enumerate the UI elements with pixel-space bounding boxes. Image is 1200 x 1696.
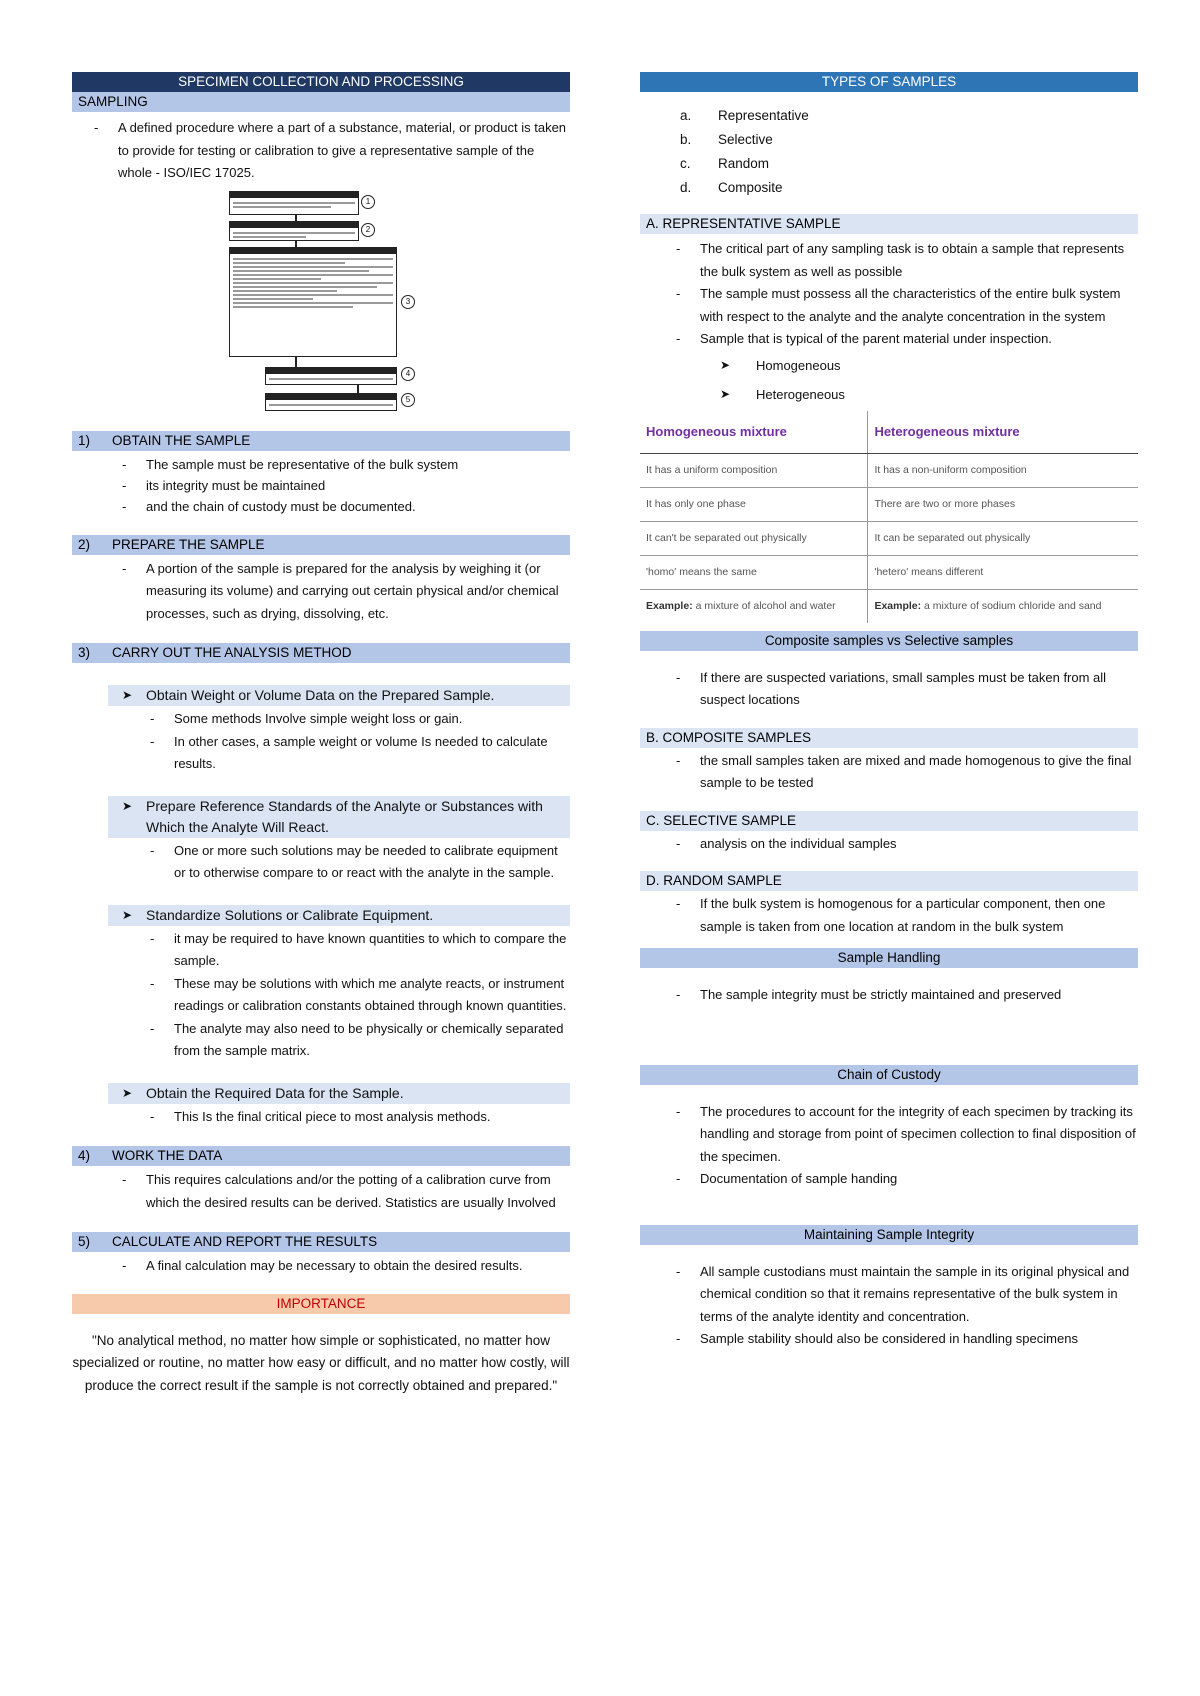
analysis-point: - it may be required to have known quantities to which to compare the sample. — [174, 928, 570, 973]
rep-point: - Sample that is typical of the parent material under inspection. — [700, 328, 1138, 351]
arrow-bullet-icon: ➤ — [121, 1085, 133, 1100]
step-2-header: 2) PREPARE THE SAMPLE — [72, 535, 570, 555]
sample-handling-points — [700, 984, 1138, 1007]
rep-kind: ➤ Homogeneous — [720, 351, 1138, 380]
composite-vs-selective-points — [700, 667, 1138, 712]
step-point: - This requires calculations and/or the potting of a calibration curve from which the desired results can be derived. Statistics are usually Involved — [146, 1169, 570, 1214]
composite-points — [700, 750, 1138, 795]
random-points — [700, 893, 1138, 938]
importance-header: IMPORTANCE — [72, 1294, 570, 1314]
flow-step-number: 3 — [401, 295, 415, 309]
flow-box-analysis — [229, 247, 397, 357]
rep-kind: ➤ Heterogeneous — [720, 380, 1138, 409]
step-2-points — [146, 558, 570, 626]
integrity-point: - Sample stability should also be considered in handling specimens — [700, 1328, 1138, 1351]
custody-point: - The procedures to account for the integrity of each specimen by tracking its handling and storage from point of specimen collection to final disposition of the specimen. — [700, 1101, 1138, 1169]
step-point: - The sample must be representative of the bulk system — [146, 454, 570, 475]
rep-point: - The critical part of any sampling task is to obtain a sample that represents the bulk system as well as possible — [700, 238, 1138, 283]
flow-box-report — [265, 393, 397, 411]
analysis-standards-points — [174, 840, 570, 885]
step-3-header: 3) CARRY OUT THE ANALYSIS METHOD — [72, 643, 570, 663]
type-item: a. Representative — [680, 108, 809, 123]
type-item: c. Random — [680, 156, 770, 171]
analysis-point: - These may be solutions with which me analyte reacts, or instrument readings or calibration constants obtained through known quantities. — [174, 973, 570, 1018]
representative-kinds — [720, 351, 1138, 409]
right-column — [640, 72, 1138, 1351]
analysis-weight-points — [174, 708, 570, 776]
chain-of-custody-points — [700, 1101, 1138, 1191]
document-title: SPECIMEN COLLECTION AND PROCESSING — [72, 72, 570, 92]
flow-box-prepare — [229, 221, 359, 241]
sampling-flowchart — [227, 191, 422, 421]
analysis-step-required-data: ➤ Obtain the Required Data for the Sample. — [108, 1083, 570, 1104]
types-list — [680, 104, 1138, 200]
arrow-bullet-icon: ➤ — [121, 798, 133, 813]
table-header: Heterogeneous mixture — [868, 411, 1138, 454]
step-point: - its integrity must be maintained — [146, 475, 570, 496]
handling-point: - The sample integrity must be strictly maintained and preserved — [700, 984, 1138, 1007]
step-5-points — [146, 1255, 570, 1278]
selective-points — [700, 833, 1138, 856]
step-1-points — [146, 454, 570, 517]
sampling-header: SAMPLING — [72, 92, 570, 112]
maintaining-integrity-points — [700, 1261, 1138, 1351]
selective-point: - analysis on the individual samples — [700, 833, 1138, 856]
table-row: It has a uniform composition It has a non-uniform composition — [640, 453, 1138, 487]
composite-vs-selective-header: Composite samples vs Selective samples — [640, 631, 1138, 651]
analysis-point: - The analyte may also need to be physically or chemically separated from the sample matrix. — [174, 1018, 570, 1063]
flow-step-number: 2 — [361, 223, 375, 237]
step-1-header: 1) OBTAIN THE SAMPLE — [72, 431, 570, 451]
flow-step-number: 1 — [361, 195, 375, 209]
mixture-comparison-table — [640, 411, 1138, 623]
table-row: It has only one phase There are two or more phases — [640, 487, 1138, 521]
random-header: D. RANDOM SAMPLE — [640, 871, 1138, 891]
analysis-point: - Some methods Involve simple weight loss or gain. — [174, 708, 570, 731]
table-row: Example: a mixture of alcohol and water Example: a mixture of sodium chloride and sand — [640, 589, 1138, 623]
arrow-bullet-icon: ➤ — [121, 907, 133, 922]
arrow-bullet-icon: ➤ — [720, 357, 731, 372]
representative-points — [700, 238, 1138, 351]
maintaining-integrity-header: Maintaining Sample Integrity — [640, 1225, 1138, 1245]
analysis-standardize-points — [174, 928, 570, 1063]
composite-header: B. COMPOSITE SAMPLES — [640, 728, 1138, 748]
representative-header: A. REPRESENTATIVE SAMPLE — [640, 214, 1138, 234]
flow-step-number: 5 — [401, 393, 415, 407]
analysis-point: - This Is the final critical piece to most analysis methods. — [174, 1106, 570, 1129]
random-point: - If the bulk system is homogenous for a particular component, then one sample is taken from one location at random in the bulk system — [700, 893, 1138, 938]
analysis-point: - In other cases, a sample weight or volume Is needed to calculate results. — [174, 731, 570, 776]
step-5-header: 5) CALCULATE AND REPORT THE RESULTS — [72, 1232, 570, 1252]
step-point: - A final calculation may be necessary to obtain the desired results. — [146, 1255, 570, 1278]
comp-sel-point: - If there are suspected variations, small samples must be taken from all suspect locations — [700, 667, 1138, 712]
importance-quote: "No analytical method, no matter how simple or sophisticated, no matter how specialized or routine, no matter how easy or difficult, and no matter how costly, will produce the correct result if the sample is not correctly obtained and prepared." — [72, 1332, 570, 1393]
sample-handling-header: Sample Handling — [640, 948, 1138, 968]
rep-point: - The sample must possess all the characteristics of the entire bulk system with respect to the analyte and the analyte concentration in the system — [700, 283, 1138, 328]
table-header: Homogeneous mixture — [640, 411, 868, 454]
analysis-point: - One or more such solutions may be needed to calibrate equipment or to otherwise compare to or react with the analyte in the sample. — [174, 840, 570, 885]
selective-header: C. SELECTIVE SAMPLE — [640, 811, 1138, 831]
analysis-step-standardize: ➤ Standardize Solutions or Calibrate Equipment. — [108, 905, 570, 926]
type-item: b. Selective — [680, 132, 773, 147]
sampling-definition: - A defined procedure where a part of a substance, material, or product is taken to provide for testing or calibration to give a representative sample of the whole - ISO/IEC 17025. — [118, 117, 570, 185]
table-row: It can't be separated out physically It can be separated out physically — [640, 521, 1138, 555]
step-point: - A portion of the sample is prepared for the analysis by weighing it (or measuring its volume) and carrying out certain physical and/or chemical processes, such as drying, dissolving, etc. — [146, 558, 570, 626]
chain-of-custody-header: Chain of Custody — [640, 1065, 1138, 1085]
flow-box-obtain — [229, 191, 359, 215]
step-4-header: 4) WORK THE DATA — [72, 1146, 570, 1166]
analysis-step-weight: ➤ Obtain Weight or Volume Data on the Prepared Sample. — [108, 685, 570, 706]
step-4-points — [146, 1169, 570, 1214]
arrow-bullet-icon: ➤ — [720, 386, 731, 401]
step-point: - and the chain of custody must be documented. — [146, 496, 570, 517]
sampling-definition-list — [118, 117, 570, 185]
left-column — [72, 72, 570, 1397]
flow-box-work-data — [265, 367, 397, 385]
table-row: 'homo' means the same 'hetero' means different — [640, 555, 1138, 589]
composite-point: - the small samples taken are mixed and made homogenous to give the final sample to be tested — [700, 750, 1138, 795]
type-item: d. Composite — [680, 180, 783, 195]
custody-point: - Documentation of sample handing — [700, 1168, 1138, 1191]
flow-step-number: 4 — [401, 367, 415, 381]
analysis-required-points — [174, 1106, 570, 1129]
analysis-step-standards: ➤ Prepare Reference Standards of the Analyte or Substances with Which the Analyte Will React. — [108, 796, 570, 838]
types-header: TYPES OF SAMPLES — [640, 72, 1138, 92]
integrity-point: - All sample custodians must maintain the sample in its original physical and chemical condition so that it remains representative of the bulk system in terms of the analyte identity and concentration. — [700, 1261, 1138, 1329]
arrow-bullet-icon: ➤ — [121, 688, 133, 702]
